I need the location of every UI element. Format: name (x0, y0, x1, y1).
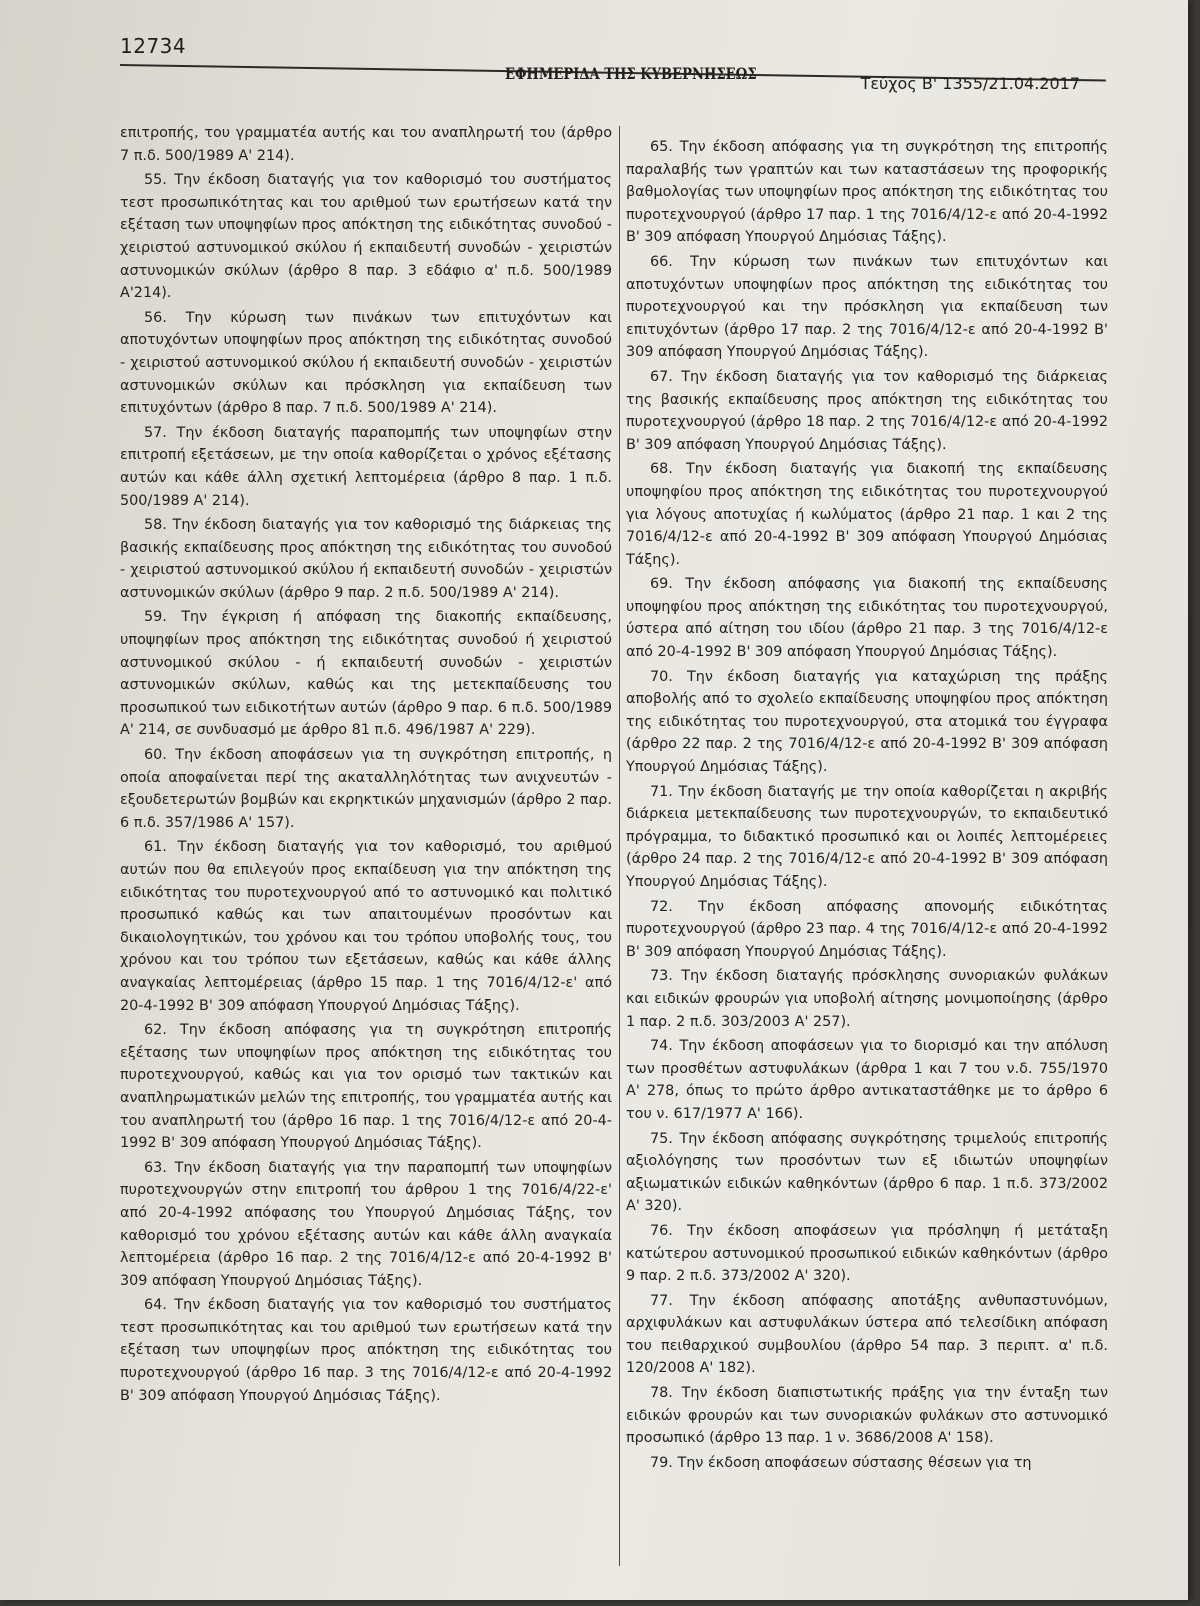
paragraph: 55. Την έκδοση διαταγής για τον καθορισμό του συστήματος τεστ προσωπικότητας και του αριθμού των ερωτήσεων κατά την εξέταση των υποψηφίων προς απόκτηση της ειδικότητας συνοδού - χειριστού αστυνομικού σκύλου ή εκπαιδευτή συνοδών - χειριστών αστυνομικών σκύλων (άρθρο 8 παρ. 3 εδάφιο α' π.δ. 500/1989 Α'214). (120, 172, 612, 302)
paragraph: 79. Την έκδοση αποφάσεων σύστασης θέσεων για τη (650, 1454, 1032, 1471)
issue-info: Τεύχος Β' 1355/21.04.2017 (860, 74, 1080, 93)
paragraph: 60. Την έκδοση αποφάσεων για τη συγκρότηση επιτροπής, η οποία αποφαίνεται περί της ακαταλληλότητας των ανιχνευτών - εξουδετερωτών βομβών και εκρηκτικών μηχανισμών (άρθρο 2 παρ. 6 π.δ. 357/1986 Α' 157). (120, 747, 612, 831)
column-divider (619, 126, 620, 1566)
paragraph: 67. Την έκδοση διαταγής για τον καθορισμό της διάρκειας της βασικής εκπαίδευσης προς απόκτηση της ειδικότητας του πυροτεχνουργού (άρθρο 18 παρ. 2 της 7016/4/12-ε από 20-4-1992 Β' 309 απόφαση Υπουργού Δημόσιας Τάξης). (626, 368, 1108, 453)
paragraph: 78. Την έκδοση διαπιστωτικής πράξης για την ένταξη των ειδικών φρουρών και των συνοριακών φυλάκων στο αστυνομικό προσωπικό (άρθρο 13 παρ. 1 ν. 3686/2008 Α' 158). (626, 1385, 1108, 1447)
paragraph: 72. Την έκδοση απόφασης απονομής ειδικότητας πυροτεχνουργού (άρθρο 23 παρ. 4 της 7016/4/12-ε από 20-4-1992 Β' 309 απόφαση Υπουργού Δημόσιας Τάξης). (626, 898, 1108, 960)
paragraph: 69. Την έκδοση απόφασης για διακοπή της εκπαίδευσης υποψηφίου προς απόκτηση της ειδικότητας του πυροτεχνουργού, ύστερα από αίτηση του ιδίου (άρθρο 21 παρ. 3 της 7016/4/12-ε από 20-4-1992 Β' 309 απόφαση Υπουργού Δημόσιας Τάξης). (626, 576, 1108, 661)
paragraph: 63. Την έκδοση διαταγής για την παραπομπή των υποψηφίων πυροτεχνουργών στην επιτροπή του άρθρου 1 της 7016/4/22-ε' από 20-4-1992 απόφασης του Υπουργού Δημόσιας Τάξης, τον καθορισμό του χρόνου εξέτασης αυτών και κάθε άλλη αναγκαία λεπτομέρεια (άρθρο 16 παρ. 2 της 7016/4/12-ε από 20-4-1992 Β' 309 απόφαση Υπουργού Δημόσιας Τάξης). (120, 1159, 612, 1289)
paragraph: 77. Την έκδοση απόφασης αποτάξης ανθυπαστυνόμων, αρχιφυλάκων και αστυφυλάκων ύστερα από τελεσίδικη απόφαση του πειθαρχικού συμβουλίου (άρθρο 54 παρ. 3 περιπτ. α' π.δ. 120/2008 Α' 182). (626, 1292, 1108, 1377)
paragraph: 58. Την έκδοση διαταγής για τον καθορισμό της διάρκειας της βασικής εκπαίδευσης προς απόκτηση της ειδικότητας του συνοδού - χειριστού αστυνομικού σκύλου ή εκπαιδευτή συνοδών - χειριστών αστυνομικών σκύλων (άρθρο 9 παρ. 2 π.δ. 500/1989 Α' 214). (120, 517, 612, 601)
paragraph: 65. Την έκδοση απόφασης για τη συγκρότηση της επιτροπής παραλαβής των γραπτών και των καταστάσεων της προφορικής βαθμολογίας των υποψηφίων προς απόκτηση της ειδικότητας του πυροτεχνουργού (άρθρο 17 παρ. 1 της 7016/4/12-ε από 20-4-1992 Β' 309 απόφαση Υπουργού Δημόσιας Τάξης). (626, 139, 1108, 246)
paragraph: 74. Την έκδοση αποφάσεων για το διορισμό και την απόλυση των προσθέτων αστυφυλάκων (άρθρα 1 και 7 του ν.δ. 755/1970 Α' 278, όπως το πρώτο άρθρο αντικαταστάθηκε με το άρθρο 6 του ν. 617/1977 Α' 166). (626, 1038, 1108, 1122)
paragraph: 76. Την έκδοση αποφάσεων για πρόσληψη ή μετάταξη κατώτερου αστυνομικού προσωπικού ειδικών καθηκόντων (άρθρο 9 παρ. 2 π.δ. 373/2002 Α' 320). (626, 1222, 1108, 1285)
journal-title: ΕΦΗΜΕΡΙΔΑ ΤΗΣ ΚΥΒΕΡΝΗΣΕΩΣ (505, 64, 757, 83)
page-number: 12734 (120, 34, 187, 58)
paragraph: 70. Την έκδοση διαταγής για καταχώριση της πράξης αποβολής από το σχολείο εκπαίδευσης υποψηφίου προς απόκτηση της ειδικότητας του πυροτεχνουργού, στα ατομικά του έγγραφα (άρθρο 22 παρ. 2 της 7016/4/12-ε από 20-4-1992 Β' 309 απόφαση Υπουργού Δημόσιας Τάξης). (626, 668, 1108, 776)
left-column (120, 122, 612, 1592)
paragraph: 61. Την έκδοση διαταγής για τον καθορισμό, του αριθμού αυτών που θα επιλεγούν προς εκπαίδευση για την απόκτηση της ειδικότητας του πυροτεχνουργού από το αστυνομικό και πολιτικό προσωπικό καθώς και των απαιτουμένων προσόντων και δικαιολογητικών, του χρόνου και του τρόπου υποβολής τους, του χρόνου και του τρόπου των εξετάσεων, καθώς και κάθε άλλης αναγκαίας λεπτομέρειας (άρθρο 15 παρ. 1 της 7016/4/12-ε' από 20-4-1992 Β' 309 απόφαση Υπουργού Δημόσιας Τάξης). (120, 839, 612, 1014)
paragraph: 59. Την έγκριση ή απόφαση της διακοπής εκπαίδευσης, υποψηφίων προς απόκτηση της ειδικότητας συνοδού ή χειριστού αστυνομικού σκύλου - ή εκπαιδευτή συνοδών - χειριστών αστυνομικών σκύλων, καθώς και της μετεκπαίδευσης του προσωπικού των ειδικοτήτων αυτών (άρθρο 9 παρ. 6 π.δ. 500/1989 Α' 214, σε συνδυασμό με άρθρο 81 π.δ. 496/1987 Α' 229). (120, 609, 612, 739)
paragraph: 64. Την έκδοση διαταγής για τον καθορισμό του συστήματος τεστ προσωπικότητας και του αριθμού των ερωτήσεων κατά την εξέταση των υποψηφίων προς απόκτηση της ειδικότητας του πυροτεχνουργού (άρθρο 16 παρ. 3 της 7016/4/12-ε από 20-4-1992 Β' 309 απόφαση Υπουργού Δημόσιας Τάξης). (120, 1297, 612, 1404)
paragraph: επιτροπής, του γραμματέα αυτής και του αναπληρωτή του (άρθρο 7 π.δ. 500/1989 Α' 214). (120, 125, 612, 164)
paragraph: 68. Την έκδοση διαταγής για διακοπή της εκπαίδευσης υποψηφίου προς απόκτηση της ειδικότητας του πυροτεχνουργού για λόγους αποτυχίας ή κωλύματος (άρθρο 21 παρ. 1 και 2 της 7016/4/12-ε από 20-4-1992 Β' 309 απόφαση Υπουργού Δημόσιας Τάξης). (626, 461, 1108, 568)
paragraph: 73. Την έκδοση διαταγής πρόσκλησης συνοριακών φυλάκων και ειδικών φρουρών για υποβολή αίτησης μονιμοποίησης (άρθρο 1 παρ. 2 π.δ. 303/2003 Α' 257). (626, 968, 1108, 1030)
paragraph: 62. Την έκδοση απόφασης για τη συγκρότηση επιτροπής εξέτασης των υποψηφίων προς απόκτηση της ειδικότητας του πυροτεχνουργού, καθώς και για τον ορισμό των τακτικών και αναπληρωματικών μελών της επιτροπής, του γραμματέα αυτής και του αναπληρωτή του (άρθρο 16 παρ. 1 της 7016/4/12-ε από 20-4-1992 Β' 309 απόφαση Υπουργού Δημόσιας Τάξης). (120, 1022, 612, 1152)
paragraph: 57. Την έκδοση διαταγής παραπομπής των υποψηφίων στην επιτροπή εξετάσεων, με την οποία καθορίζεται ο χρόνος εξέτασης αυτών και κάθε άλλη σχετική λεπτομέρεια (άρθρο 8 παρ. 1 π.δ. 500/1989 Α' 214). (120, 424, 612, 509)
paragraph: 75. Την έκδοση απόφασης συγκρότησης τριμελούς επιτροπής αξιολόγησης των προσόντων των εξ ιδιωτών υποψηφίων αξιωματικών ειδικών καθηκόντων (άρθρο 6 παρ. 1 π.δ. 373/2002 Α' 320). (626, 1130, 1108, 1215)
right-column (626, 136, 1108, 1606)
paragraph: 56. Την κύρωση των πινάκων των επιτυχόντων και αποτυχόντων υποψηφίων προς απόκτηση της ειδικότητας συνοδού - χειριστού αστυνομικού σκύλου ή εκπαιδευτή συνοδών - χειριστών αστυνομικών σκύλων και πρόσκληση για εκπαίδευση των επιτυχόντων (άρθρο 8 παρ. 7 π.δ. 500/1989 Α' 214). (120, 309, 612, 417)
paragraph: 71. Την έκδοση διαταγής με την οποία καθορίζεται η ακριβής διάρκεια μετεκπαίδευσης των πυροτεχνουργών, το εκπαιδευτικό πρόγραμμα, το διδακτικό προσωπικό και οι λοιπές λεπτομέρειες (άρθρο 24 παρ. 2 της 7016/4/12-ε από 20-4-1992 Β' 309 απόφαση Υπουργού Δημόσιας Τάξης). (626, 783, 1108, 890)
paragraph: 66. Την κύρωση των πινάκων των επιτυχόντων και αποτυχόντων υποψηφίων προς απόκτηση της ειδικότητας του πυροτεχνουργού και την πρόσκληση για εκπαίδευση των επιτυχόντων (άρθρο 17 παρ. 2 της 7016/4/12-ε από 20-4-1992 Β' 309 απόφαση Υπουργού Δημόσιας Τάξης). (626, 253, 1108, 361)
